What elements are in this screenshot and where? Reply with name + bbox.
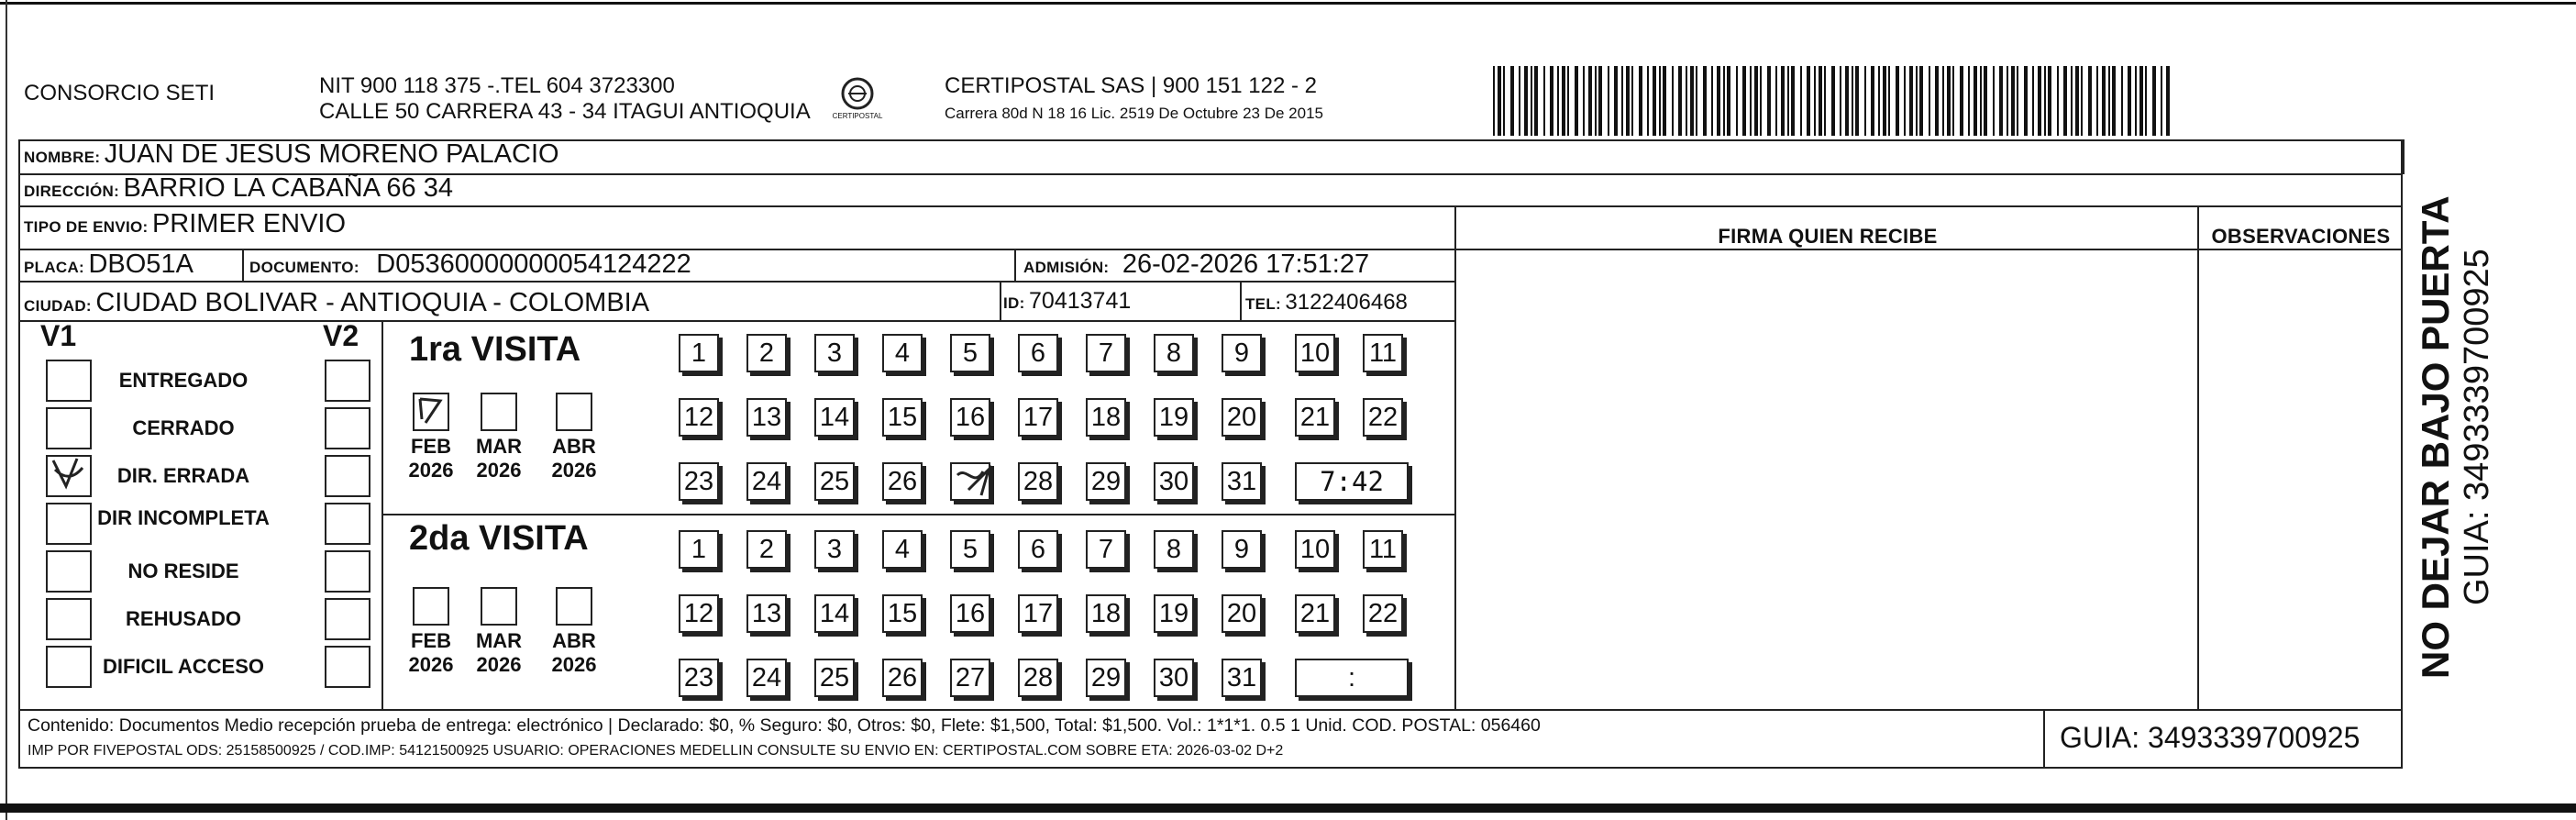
- barcode-bar: [2044, 66, 2046, 136]
- nombre-row: [24, 139, 559, 170]
- barcode-bar: [2166, 66, 2170, 136]
- nit-line: NIT 900 118 375 -.TEL 604 3723300: [319, 73, 675, 98]
- direccion-value: BARRIO LA CABAÑA 66 34: [123, 173, 453, 203]
- barcode-bar: [2139, 66, 2143, 136]
- first-day-box[interactable]: 9: [1222, 334, 1262, 372]
- first-day-box[interactable]: 8: [1154, 334, 1194, 372]
- barcode-bar: [1647, 66, 1649, 136]
- first-day-box[interactable]: 28: [1018, 462, 1058, 501]
- barcode-bar: [1736, 66, 1738, 136]
- barcode-bar: [1840, 66, 1841, 136]
- barcode-bar: [1993, 66, 1995, 136]
- col-line: [2197, 205, 2199, 709]
- barcode-bar: [1787, 66, 1789, 136]
- tel-label: TEL:: [1245, 295, 1281, 313]
- barcode-bar: [2081, 66, 2083, 136]
- second-day-box[interactable]: 13: [746, 594, 787, 633]
- barcode-bar: [1929, 66, 1930, 136]
- first-day-box[interactable]: 22: [1363, 398, 1403, 437]
- barcode-bar: [2135, 66, 2137, 136]
- col-line: [1014, 249, 1016, 281]
- second-day-box[interactable]: 2: [746, 530, 787, 569]
- documento-field: [249, 249, 691, 280]
- first-day-box[interactable]: 25: [814, 462, 855, 501]
- barcode-bar: [1678, 66, 1682, 136]
- barcode-bar: [1800, 66, 1802, 136]
- first-day-box[interactable]: 19: [1154, 398, 1194, 437]
- guia-footer-box: GUIA: 3493339700925: [2060, 721, 2360, 754]
- barcode-bar: [1775, 66, 1777, 136]
- barcode-bar: [2024, 66, 2028, 136]
- v2-checkbox[interactable]: [325, 360, 370, 402]
- status-label: DIFICIL ACCESO: [102, 655, 264, 678]
- contenido-line: Contenido: Documentos Medio recepción prueba de entrega: electrónico | Declarado: $0, % Seguro: $0, Otros: $0, Flete: $1,500, Total: $1,500. Vol.: 1*1*1. 0.5 1 Unid. COD. POSTAL: 056460: [28, 715, 1541, 736]
- first-day-box[interactable]: 16: [950, 398, 990, 437]
- barcode-bar: [1686, 66, 1687, 136]
- tel-field: [1245, 290, 1408, 316]
- logo-text: CERTIPOSTAL: [832, 112, 883, 120]
- left-edge-line: [6, 0, 7, 820]
- barcode-bar: [1935, 66, 1939, 136]
- v1-checkbox[interactable]: [46, 407, 92, 449]
- v1-checkbox[interactable]: [46, 503, 92, 545]
- barcode-bar: [1980, 66, 1982, 136]
- barcode-bar: [2102, 66, 2106, 136]
- barcode-bar: [1723, 66, 1725, 136]
- barcode-bar: [1503, 66, 1505, 136]
- v2-checkbox[interactable]: [325, 598, 370, 640]
- id-value: 70413741: [1029, 288, 1132, 314]
- first-time-box[interactable]: 7:42: [1295, 462, 1409, 501]
- barcode-bar: [1534, 66, 1538, 136]
- barcode-bar: [1543, 66, 1545, 136]
- barcode-bar: [1614, 66, 1618, 136]
- barcode-bar: [1575, 66, 1578, 136]
- v1-checkbox[interactable]: [46, 598, 92, 640]
- barcode-bar: [1653, 66, 1656, 136]
- certipostal-logo: [825, 75, 890, 130]
- first-day-box[interactable]: 17: [1018, 398, 1058, 437]
- tipo-value: PRIMER ENVIO: [151, 209, 347, 238]
- first-day-box[interactable]: 20: [1222, 398, 1262, 437]
- barcode-bar: [1659, 66, 1661, 136]
- tel-value: 3122406468: [1285, 290, 1408, 315]
- first-day-box[interactable]: 26: [882, 462, 923, 501]
- first-year-label: 2026: [476, 459, 522, 482]
- barcode-bar: [1968, 66, 1970, 136]
- first-day-box[interactable]: 2: [746, 334, 787, 372]
- second-day-box[interactable]: 16: [950, 594, 990, 633]
- second-day-box[interactable]: 15: [882, 594, 923, 633]
- second-day-box[interactable]: 8: [1154, 530, 1194, 569]
- ciudad-label: CIUDAD:: [24, 297, 92, 315]
- barcode-bar: [1760, 66, 1762, 136]
- barcode-bar: [1696, 66, 1697, 136]
- barcode-bar: [1557, 66, 1559, 136]
- second-day-box[interactable]: 31: [1222, 659, 1262, 697]
- col-line: [1000, 281, 1001, 320]
- barcode-bar: [1583, 66, 1585, 136]
- second-day-box[interactable]: 3: [814, 530, 855, 569]
- barcode-bar: [1942, 66, 1944, 136]
- second-day-box[interactable]: 12: [679, 594, 719, 633]
- barcode-bar: [1871, 66, 1874, 136]
- second-time-box[interactable]: :: [1295, 659, 1409, 697]
- barcode-bar: [1767, 66, 1771, 136]
- company-name: CONSORCIO SETI: [24, 81, 216, 105]
- first-day-box[interactable]: 10: [1295, 334, 1335, 372]
- barcode-bar: [1562, 66, 1565, 136]
- barcode-bar: [2152, 66, 2156, 136]
- first-year-label: 2026: [551, 459, 597, 482]
- second-day-box[interactable]: 29: [1086, 659, 1126, 697]
- barcode-bar: [1742, 66, 1746, 136]
- barcode-bar: [2071, 66, 2073, 136]
- barcode-bar: [1621, 66, 1623, 136]
- second-day-box[interactable]: 30: [1154, 659, 1194, 697]
- barcode-bar: [1690, 66, 1694, 136]
- barcode-bar: [1864, 66, 1866, 136]
- v1-checkbox[interactable]: [46, 646, 92, 688]
- barcode-bar: [1883, 66, 1886, 136]
- second-day-box[interactable]: 6: [1018, 530, 1058, 569]
- imp-line: IMP POR FIVEPOSTAL ODS: 25158500925 / COD.IMP: 54121500925 USUARIO: OPERACIONES MEDELLIN CONSULTE SU ENVIO EN: CERTIPOSTAL.COM SOBRE ETA: 2026-03-02 D+2: [28, 743, 1284, 759]
- barcode-bar: [1510, 66, 1514, 136]
- barcode-bar: [2108, 66, 2110, 136]
- barcode-bar: [1904, 66, 1906, 136]
- admision-label: ADMISIÓN:: [1023, 259, 1110, 276]
- second-year-label: 2026: [408, 653, 454, 676]
- barcode-bar: [1750, 66, 1752, 136]
- barcode-bar: [1896, 66, 1899, 136]
- day-27-handwritten-mark: [954, 462, 994, 501]
- nombre-label: NOMBRE:: [24, 149, 101, 166]
- top-edge-line: [0, 2, 2576, 5]
- barcode-bar: [1824, 66, 1826, 136]
- barcode-bar: [1814, 66, 1816, 136]
- first-day-box[interactable]: 13: [746, 398, 787, 437]
- first-month-label: MAR: [475, 435, 523, 458]
- status-label: DIR INCOMPLETA: [97, 506, 270, 529]
- tipo-label: TIPO DE ENVIO:: [24, 218, 149, 236]
- barcode-bar: [2121, 66, 2123, 136]
- barcode-bar: [1754, 66, 1758, 136]
- barcode-bar: [1947, 66, 1951, 136]
- first-visit-title: 1ra VISITA: [409, 330, 581, 369]
- direccion-row: [24, 173, 453, 204]
- status-label: ENTREGADO: [118, 369, 249, 392]
- barcode-bar: [2038, 66, 2041, 136]
- second-day-box[interactable]: 18: [1086, 594, 1126, 633]
- barcode-bar: [1519, 66, 1520, 136]
- barcode-bar: [1717, 66, 1720, 136]
- row-line: [18, 205, 2403, 207]
- barcode-bar: [2088, 66, 2092, 136]
- barcode-bar: [1531, 66, 1532, 136]
- barcode-bar: [1984, 66, 1987, 136]
- col-line: [2403, 139, 2405, 174]
- first-day-box[interactable]: 15: [882, 398, 923, 437]
- status-label: REHUSADO: [126, 607, 241, 630]
- barcode-bar: [2075, 66, 2079, 136]
- first-day-box[interactable]: 12: [679, 398, 719, 437]
- ciudad-value: CIUDAD BOLIVAR - ANTIOQUIA - COLOMBIA: [95, 288, 650, 317]
- side-guia: GUIA: 3493339700925: [2458, 249, 2496, 605]
- second-day-box[interactable]: 7: [1086, 530, 1126, 569]
- barcode-bar: [1807, 66, 1810, 136]
- v2-checkbox[interactable]: [325, 455, 370, 497]
- ciudad-field: [24, 288, 649, 318]
- documento-label: DOCUMENTO:: [249, 259, 359, 276]
- barcode-bar: [1493, 66, 1495, 136]
- v2-checkbox[interactable]: [325, 646, 370, 688]
- row-line: [18, 320, 1456, 322]
- admision-value: 26-02-2026 17:51:27: [1122, 249, 1370, 279]
- first-month-label: ABR: [552, 435, 596, 458]
- first-day-box[interactable]: 4: [882, 334, 923, 372]
- barcode-bar: [1608, 66, 1609, 136]
- barcode-bar: [1916, 66, 1918, 136]
- barcode: [1493, 66, 2181, 136]
- second-month-label: ABR: [552, 629, 596, 652]
- v2-checkbox[interactable]: [325, 407, 370, 449]
- second-visit-title: 2da VISITA: [409, 519, 589, 558]
- observaciones-label: OBSERVACIONES: [2211, 225, 2391, 248]
- second-day-box[interactable]: 23: [679, 659, 719, 697]
- barcode-bar: [2145, 66, 2147, 136]
- first-day-box[interactable]: 30: [1154, 462, 1194, 501]
- second-day-box[interactable]: 10: [1295, 530, 1335, 569]
- second-month-checkbox[interactable]: [413, 587, 449, 626]
- second-day-box[interactable]: 11: [1363, 530, 1403, 569]
- first-day-box[interactable]: 31: [1222, 462, 1262, 501]
- barcode-bar: [1952, 66, 1954, 136]
- barcode-bar: [2017, 66, 2018, 136]
- bottom-edge-line: [0, 803, 2576, 813]
- second-day-box[interactable]: 25: [814, 659, 855, 697]
- barcode-bar: [1845, 66, 1849, 136]
- barcode-bar: [1672, 66, 1674, 136]
- barcode-bar: [1888, 66, 1890, 136]
- barcode-bar: [1909, 66, 1913, 136]
- second-month-label: MAR: [475, 629, 523, 652]
- second-day-box[interactable]: 21: [1295, 594, 1335, 633]
- barcode-bar: [1498, 66, 1501, 136]
- barcode-bar: [1781, 66, 1785, 136]
- firma-label: FIRMA QUIEN RECIBE: [1718, 225, 1938, 248]
- barcode-bar: [1550, 66, 1553, 136]
- no-dejar-bajo-puerta: NO DEJAR BAJO PUERTA: [2414, 195, 2457, 679]
- barcode-bar: [1567, 66, 1569, 136]
- placa-field: [24, 249, 193, 280]
- documento-value: D05360000000054124222: [376, 249, 691, 279]
- col-line: [242, 249, 244, 281]
- second-day-box[interactable]: 14: [814, 594, 855, 633]
- v1-dir-errada-check: [46, 451, 92, 493]
- barcode-bar: [2112, 66, 2116, 136]
- direccion-label: DIRECCIÓN:: [24, 183, 120, 200]
- col-line: [2043, 709, 2045, 769]
- id-label: ID:: [1003, 294, 1025, 312]
- v1-label: V1: [40, 319, 77, 352]
- barcode-bar: [1727, 66, 1730, 136]
- first-year-label: 2026: [408, 459, 454, 482]
- barcode-bar: [2161, 66, 2162, 136]
- first-day-box[interactable]: 18: [1086, 398, 1126, 437]
- barcode-bar: [1878, 66, 1880, 136]
- first-day-box[interactable]: 24: [746, 462, 787, 501]
- second-day-box[interactable]: 26: [882, 659, 923, 697]
- barcode-bar: [1855, 66, 1859, 136]
- second-year-label: 2026: [476, 653, 522, 676]
- id-field: [1003, 288, 1131, 315]
- barcode-bar: [1791, 66, 1795, 136]
- status-label: NO RESIDE: [127, 560, 239, 582]
- barcode-bar: [2032, 66, 2034, 136]
- second-day-box[interactable]: 19: [1154, 594, 1194, 633]
- barcode-bar: [2096, 66, 2098, 136]
- placa-value: DBO51A: [88, 249, 193, 279]
- barcode-bar: [1960, 66, 1963, 136]
- barcode-bar: [1831, 66, 1835, 136]
- barcode-bar: [2128, 66, 2131, 136]
- second-month-label: FEB: [411, 629, 451, 652]
- second-month-checkbox[interactable]: [481, 587, 517, 626]
- placa-label: PLACA:: [24, 259, 85, 276]
- address-line: CALLE 50 CARRERA 43 - 34 ITAGUI ANTIOQUIA: [319, 99, 811, 124]
- barcode-bar: [1524, 66, 1528, 136]
- barcode-bar: [1598, 66, 1602, 136]
- first-month-label: FEB: [411, 435, 451, 458]
- v2-checkbox[interactable]: [325, 550, 370, 593]
- barcode-bar: [1973, 66, 1977, 136]
- tipo-row: [24, 209, 346, 239]
- barcode-bar: [1595, 66, 1597, 136]
- first-month-checkbox[interactable]: [481, 393, 517, 431]
- barcode-bar: [1631, 66, 1633, 136]
- barcode-bar: [1711, 66, 1713, 136]
- first-day-box[interactable]: 21: [1295, 398, 1335, 437]
- first-day-box[interactable]: 23: [679, 462, 719, 501]
- barcode-bar: [2011, 66, 2015, 136]
- barcode-bar: [1588, 66, 1592, 136]
- row-line: [18, 709, 2403, 711]
- second-day-box[interactable]: 1: [679, 530, 719, 569]
- status-label: DIR. ERRADA: [116, 464, 250, 487]
- barcode-bar: [2063, 66, 2067, 136]
- first-day-box[interactable]: 29: [1086, 462, 1126, 501]
- second-day-box[interactable]: 28: [1018, 659, 1058, 697]
- second-day-box[interactable]: 24: [746, 659, 787, 697]
- v2-checkbox[interactable]: [325, 503, 370, 545]
- license-line: Carrera 80d N 18 16 Lic. 2519 De Octubre 23 De 2015: [945, 105, 1323, 122]
- barcode-bar: [1639, 66, 1642, 136]
- barcode-bar: [2048, 66, 2051, 136]
- col-line: [1454, 205, 1456, 709]
- status-label: CERRADO: [132, 416, 235, 439]
- second-day-box[interactable]: 20: [1222, 594, 1262, 633]
- col-line: [1240, 281, 1242, 320]
- row-line: [381, 514, 1454, 515]
- first-day-box[interactable]: 3: [814, 334, 855, 372]
- second-day-box[interactable]: 22: [1363, 594, 1403, 633]
- v2-label: V2: [323, 319, 359, 352]
- certipostal-line: CERTIPOSTAL SAS | 900 151 122 - 2: [945, 73, 1317, 98]
- first-day-box[interactable]: 7: [1086, 334, 1126, 372]
- second-day-box[interactable]: 4: [882, 530, 923, 569]
- barcode-bar: [1919, 66, 1923, 136]
- v1-checkbox[interactable]: [46, 360, 92, 402]
- second-day-box[interactable]: 5: [950, 530, 990, 569]
- barcode-bar: [1703, 66, 1707, 136]
- second-day-box[interactable]: 9: [1222, 530, 1262, 569]
- feb-first-visit-check: [413, 392, 449, 430]
- admision-field: [1023, 249, 1369, 280]
- barcode-bar: [1852, 66, 1853, 136]
- barcode-bar: [1663, 66, 1666, 136]
- first-day-box[interactable]: 14: [814, 398, 855, 437]
- v1-checkbox[interactable]: [46, 550, 92, 593]
- first-month-checkbox[interactable]: [556, 393, 592, 431]
- second-day-box[interactable]: 17: [1018, 594, 1058, 633]
- barcode-bar: [2007, 66, 2008, 136]
- first-day-box[interactable]: 11: [1363, 334, 1403, 372]
- barcode-bar: [2057, 66, 2059, 136]
- barcode-bar: [1999, 66, 2003, 136]
- second-month-checkbox[interactable]: [556, 587, 592, 626]
- first-day-box[interactable]: 5: [950, 334, 990, 372]
- barcode-bar: [1626, 66, 1630, 136]
- second-day-box[interactable]: 27: [950, 659, 990, 697]
- first-day-box[interactable]: 1: [679, 334, 719, 372]
- nombre-value: JUAN DE JESUS MORENO PALACIO: [104, 139, 559, 169]
- second-year-label: 2026: [551, 653, 597, 676]
- barcode-bar: [1819, 66, 1822, 136]
- row-line: [1456, 249, 2403, 250]
- first-day-box[interactable]: 6: [1018, 334, 1058, 372]
